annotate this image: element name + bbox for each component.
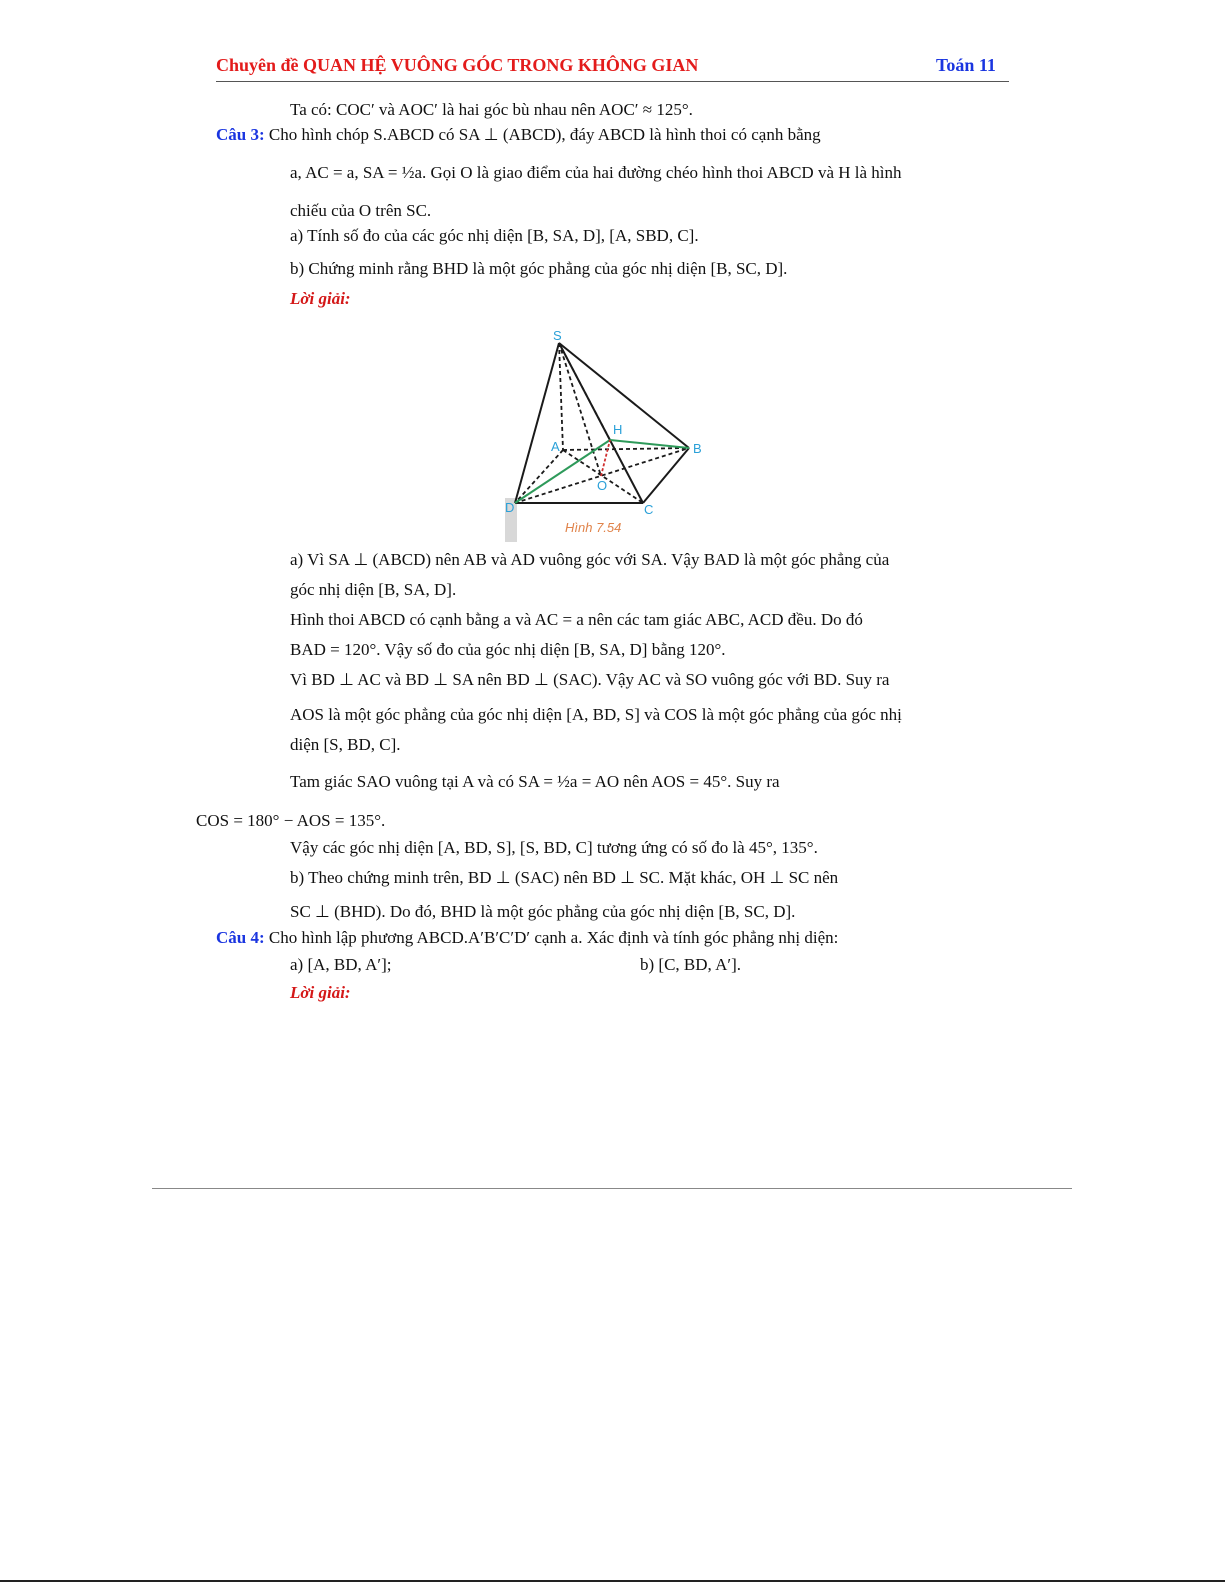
question-3-label: Câu 3: [216, 125, 265, 144]
footer-divider [152, 1188, 1072, 1189]
solution-line-7: diện [S, BD, C]. [290, 735, 401, 754]
solution-line-5: Vì BD ⊥ AC và BD ⊥ SA nên BD ⊥ (SAC). Vậy AC và SO vuông góc với BD. Suy ra [290, 670, 890, 689]
figure-caption: Hình 7.54 [565, 520, 622, 535]
question-4-line-1: Cho hình lập phương ABCD.A′B′C′D′ cạnh a. Xác định và tính góc phẳng nhị diện: [268, 928, 839, 947]
question-4-intro [216, 928, 838, 948]
label-b: B [693, 441, 702, 456]
solution-line-10: Vậy các góc nhị diện [A, BD, S], [S, BD, C] tương ứng có số đo là 45°, 135°. [290, 838, 818, 857]
question-3-intro [216, 125, 821, 145]
solution-line-6: AOS là một góc phẳng của góc nhị diện [A, BD, S] và COS là một góc phẳng của góc nhị [290, 705, 902, 724]
question-3-line-3: chiếu của O trên SC. [290, 201, 432, 220]
page-bottom-edge [0, 1580, 1225, 1582]
solution-line-3: Hình thoi ABCD có cạnh bằng a và AC = a nên các tam giác ABC, ACD đều. Do đó [290, 610, 863, 629]
label-s: S [553, 328, 562, 343]
solution-line-8: Tam giác SAO vuông tại A và có SA = ½a = AO nên AOS = 45°. Suy ra [290, 772, 780, 791]
solution-line-9: COS = 180° − AOS = 135°. [196, 811, 386, 830]
label-h: H [613, 422, 623, 437]
plane-angle-lines [515, 440, 689, 503]
text-line-1: Ta có: COC′ và AOC′ là hai góc bù nhau nên AOC′ ≈ 125°. [290, 100, 693, 119]
question-3-part-a: a) Tính số đo của các góc nhị diện [B, SA, D], [A, SBD, C]. [290, 226, 699, 245]
solution-line-11: b) Theo chứng minh trên, BD ⊥ (SAC) nên BD ⊥ SC. Mặt khác, OH ⊥ SC nên [290, 868, 839, 887]
label-a: A [551, 439, 560, 454]
question-4-part-a: a) [A, BD, A′]; [290, 955, 392, 974]
question-3-part-b: b) Chứng minh rằng BHD là một góc phẳng của góc nhị diện [B, SC, D]. [290, 259, 788, 278]
pyramid-figure [505, 318, 735, 548]
solution-line-4: BAD = 120°. Vậy số đo của góc nhị diện [B, SA, D] bằng 120°. [290, 640, 726, 659]
solution-line-2: góc nhị diện [B, SA, D]. [290, 580, 457, 599]
solution-heading-2: Lời giải: [290, 983, 351, 1002]
header-title: Chuyên đề QUAN HỆ VUÔNG GÓC TRONG KHÔNG GIAN [216, 55, 699, 75]
question-4-label: Câu 4: [216, 928, 265, 947]
label-d: D [505, 500, 515, 515]
label-o: O [597, 478, 608, 493]
label-c: C [644, 502, 654, 517]
header-subject: Toán 11 [936, 55, 996, 75]
header-divider [216, 81, 1009, 82]
solution-heading-1: Lời giải: [290, 289, 351, 308]
solution-line-12: SC ⊥ (BHD). Do đó, BHD là một góc phẳng của góc nhị diện [B, SC, D]. [290, 902, 796, 921]
question-4-part-b: b) [C, BD, A′]. [640, 955, 741, 974]
solution-line-1: a) Vì SA ⊥ (ABCD) nên AB và AD vuông góc với SA. Vậy BAD là một góc phẳng của [290, 550, 890, 569]
question-3-line-1: Cho hình chóp S.ABCD có SA ⊥ (ABCD), đáy ABCD là hình thoi có cạnh bằng [268, 125, 821, 144]
question-3-line-2: a, AC = a, SA = ½a. Gọi O là giao điểm của hai đường chéo hình thoi ABCD và H là hình [290, 163, 902, 182]
